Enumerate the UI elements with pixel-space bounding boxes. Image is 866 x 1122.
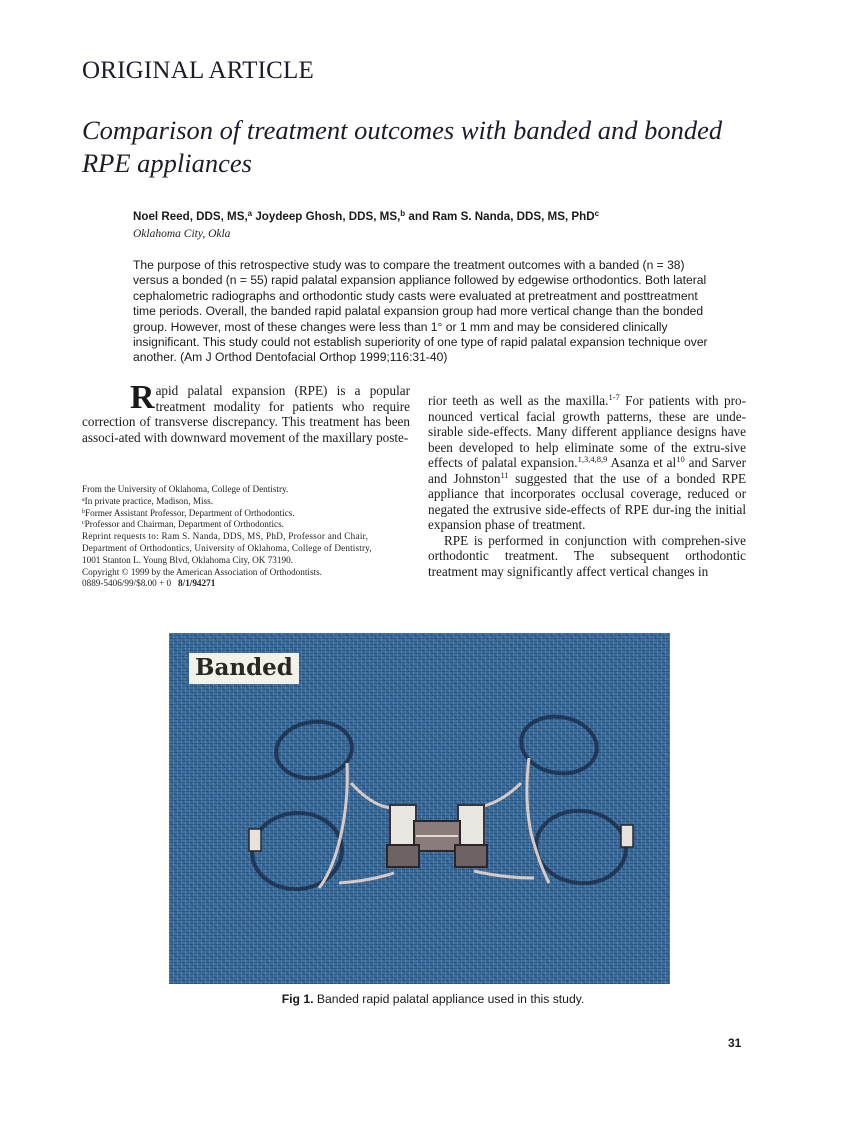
abstract-line: versus a bonded (n = 55) rapid palatal expansion appliance followed by edgewise orthodontics. Both lateral (133, 273, 707, 288)
footnote-line: 1001 Stanton L. Young Blvd, Oklahoma City, OK 73190. (82, 554, 293, 565)
author-affiliation-mark: c (594, 209, 600, 218)
author-name: Noel Reed, DDS, MS, (133, 210, 248, 223)
intro-text: apid palatal expansion (RPE) is a popular treatment modality for patients who require correction of transverse discrepancy. This treatment has been associ-ated with downward movement of the maxillary poste- (82, 383, 410, 445)
author-affiliation-mark: a (247, 209, 253, 218)
body-column-right (428, 393, 746, 579)
footnotes (82, 484, 412, 590)
citation: 1,3,4,8,9 (577, 454, 608, 464)
title-line-1: Comparison of treatment outcomes with banded and bonded (82, 115, 723, 145)
footnote-line: Copyright © 1999 by the American Association of Orthodontists. (82, 566, 322, 577)
abstract-line: insignificant. This study could not establish superiority of one type of rapid palatal expansion technique over (133, 335, 708, 350)
footnote-line: $^b$Former Assistant Professor, Department of Orthodontics. (82, 507, 295, 518)
author-affiliation-mark: b (400, 209, 406, 218)
figure-photo-banded-rpe (169, 633, 670, 984)
author-location: Oklahoma City, Okla (133, 228, 231, 240)
figure-caption-label: Fig 1. (281, 992, 314, 1006)
section-label: ORIGINAL ARTICLE (82, 57, 314, 84)
footnote-line: 0889-5406/99/$8.00 + 0 8/1/94271 (82, 578, 216, 589)
intro-paragraph (82, 379, 410, 445)
abstract-line: another. (Am J Orthod Dentofacial Orthop 1999;116:31-40) (133, 350, 448, 365)
footnote-line: $^c$Professor and Chairman, Department of Orthodontics. (82, 519, 284, 530)
rpe-appliance-illustration (169, 633, 670, 984)
author-list (133, 210, 599, 223)
article-title (82, 114, 762, 180)
figure-caption (0, 992, 866, 1006)
body-paragraph: rior teeth as well as the maxilla.$^{1-7}$ For patients with pro-nounced vertical facial growth patterns, these are unde-sirable side-effects. Many different appliance designs have been developed to help eliminate some of the extru-sive effects of palatal expansion.$^{1,3,4,8,9}$ Asanza et al$^{10}$ and Sarver and Johnston$^{11}$ suggested that the use of a bonded RPE appliance that incorporates occlusal coverage, reduced or negated the extrusive side-effects of RPE dur-ing the initial expansion phase of treatment. (428, 392, 747, 532)
footnote-line: From the University of Oklahoma, College of Dentistry. (82, 484, 289, 494)
figure-overlay-label: Banded (189, 653, 299, 684)
abstract-line: group. However, most of these changes were less than 1° or 1 mm and may be considered clinically (133, 319, 668, 334)
drop-cap: R (130, 379, 155, 416)
title-line-2: RPE appliances (82, 148, 252, 178)
citation: 1-7 (608, 392, 620, 402)
footnote-line: Department of Orthodontics, University of Oklahoma, College of Dentistry, (82, 542, 372, 553)
body-column-left (82, 379, 410, 445)
author-name: and Ram S. Nanda, DDS, MS, PhD (405, 210, 595, 223)
footnote-line: $^a$In private practice, Madison, Miss. (82, 495, 214, 506)
citation: 11 (500, 469, 509, 480)
figure-caption-text: Banded rapid palatal appliance used in this study. (313, 992, 585, 1006)
abstract-line: time periods. Overall, the banded rapid palatal expansion group had more vertical change than the bonded (133, 304, 704, 319)
abstract (133, 258, 745, 366)
body-paragraph: RPE is performed in conjunction with comprehen-sive orthodontic treatment. The subsequent orthodontic treatment may significantly affect vertical changes in (428, 532, 746, 579)
author-name: Joydeep Ghosh, DDS, MS, (252, 210, 401, 223)
page-number: 31 (728, 1036, 742, 1050)
abstract-line: cephalometric radiographs and orthodontic study casts were evaluated at pretreatment and posttreatment (133, 288, 698, 303)
footnote-line: Reprint requests to: Ram S. Nanda, DDS, MS, PhD, Professor and Chair, (82, 531, 369, 542)
citation: 10 (676, 454, 685, 464)
abstract-line: The purpose of this retrospective study was to compare the treatment outcomes with a banded (n = 38) (133, 258, 685, 272)
